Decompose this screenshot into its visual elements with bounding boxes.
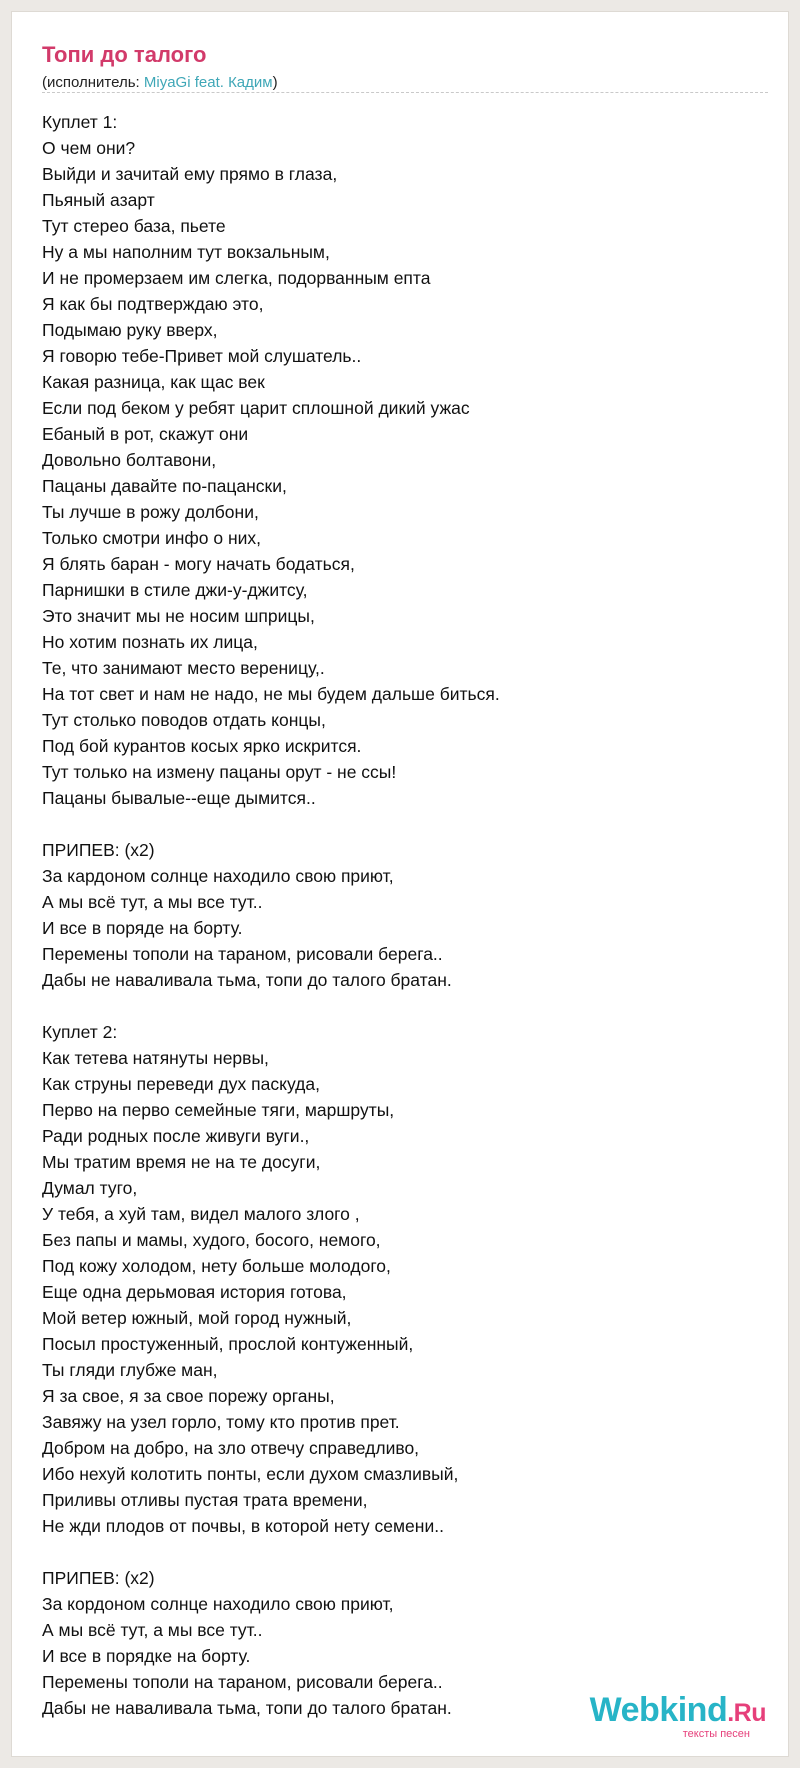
lyric-line: За кордоном солнце находило свою приют, — [42, 1594, 394, 1614]
webkind-logo — [576, 1691, 766, 1743]
lyric-line: Как тетева натянуты нервы, — [42, 1048, 269, 1068]
lyric-line: Еще одна дерьмовая история готова, — [42, 1282, 347, 1302]
lyric-line: Это значит мы не носим шприцы, — [42, 606, 315, 626]
performer-suffix: ) — [272, 74, 278, 91]
lyric-line: Дабы не наваливала тьма, топи до талого братан. — [42, 970, 452, 990]
lyric-line: Добром на добро, на зло отвечу справедливо, — [42, 1438, 420, 1458]
blank-line — [42, 1539, 772, 1565]
lyric-line: Мой ветер южный, мой город нужный, — [42, 1308, 352, 1328]
lyric-line: Ебаный в рот, скажут они — [42, 424, 249, 444]
lyric-line: Перемены тополи на тараном, рисовали берега.. — [42, 1672, 443, 1692]
lyric-line: Довольно болтавони, — [42, 450, 217, 470]
lyric-line: За кардоном солнце находило свою приют, — [42, 866, 394, 886]
lyric-line: Я за свое, я за свое порежу органы, — [42, 1386, 335, 1406]
lyric-line: Перво на перво семейные тяги, маршруты, — [42, 1100, 395, 1120]
lyric-line: Тут столько поводов отдать концы, — [42, 710, 326, 730]
lyric-line: Пацаны давайте по-пацански, — [42, 476, 287, 496]
logo-tagline: тексты песен — [682, 1728, 750, 1740]
song-title: Топи до талого — [42, 42, 207, 67]
lyric-line: Ты гляди глубже ман, — [42, 1360, 218, 1380]
lyric-line: Пьяный азарт — [42, 190, 155, 210]
lyric-line: На тот свет и нам не надо, не мы будем дальше биться. — [42, 684, 500, 704]
lyric-line: Если под беком у ребят царит сплошной дикий ужас — [42, 398, 470, 418]
lyric-line: Дабы не наваливала тьма, топи до талого братан. — [42, 1698, 452, 1718]
lyric-line: А мы всё тут, а мы все тут.. — [42, 892, 263, 912]
lyric-line: Без папы и мамы, худого, босого, немого, — [42, 1230, 381, 1250]
lyric-line: Ну а мы наполним тут вокзальным, — [42, 242, 330, 262]
lyric-line: Ибо нехуй колотить понты, если духом смазливый, — [42, 1464, 459, 1484]
lyric-line: Я блять баран - могу начать бодаться, — [42, 554, 355, 574]
lyric-line: ПРИПЕВ: (x2) — [42, 1568, 155, 1588]
lyric-line: Но хотим познать их лица, — [42, 632, 258, 652]
lyric-line: Ради родных после живуги вуги., — [42, 1126, 310, 1146]
lyrics-text — [42, 109, 772, 1721]
logo-wordmark — [590, 1691, 766, 1732]
lyric-line: И не промерзаем им слегка, подорванным епта — [42, 268, 431, 288]
logo-word: Webkind — [589, 1691, 728, 1729]
performer-line — [42, 74, 278, 91]
blank-line — [42, 993, 772, 1019]
lyric-line: Под кожу холодом, нету больше молодого, — [42, 1256, 391, 1276]
lyrics-page — [11, 11, 789, 1757]
lyric-line: Под бой курантов косых ярко искрится. — [42, 736, 362, 756]
lyric-line: Тут только на измену пацаны орут - не ссы! — [42, 762, 397, 782]
lyric-line: Мы тратим время не на те досуги, — [42, 1152, 321, 1172]
lyric-line: А мы всё тут, а мы все тут.. — [42, 1620, 263, 1640]
lyric-line: О чем они? — [42, 138, 136, 158]
lyric-line: Парнишки в стиле джи-у-джитсу, — [42, 580, 308, 600]
lyric-line: Перемены тополи на тараном, рисовали берега.. — [42, 944, 443, 964]
header-divider — [42, 92, 768, 93]
lyric-line: Выйди и зачитай ему прямо в глаза, — [42, 164, 338, 184]
lyric-line: Приливы отливы пустая трата времени, — [42, 1490, 368, 1510]
blank-line — [42, 811, 772, 837]
lyric-line: Подымаю руку вверх, — [42, 320, 218, 340]
lyric-line: Как струны переведи дух паскуда, — [42, 1074, 320, 1094]
lyric-line: У тебя, а хуй там, видел малого злого , — [42, 1204, 360, 1224]
lyric-line: Куплет 1: — [42, 112, 118, 132]
lyric-line: И все в порядке на борту. — [42, 1646, 251, 1666]
artist-link[interactable]: MiyaGi feat. Кадим — [143, 74, 273, 91]
lyric-line: Куплет 2: — [42, 1022, 118, 1042]
lyric-line: Посыл простуженный, прослой контуженный, — [42, 1334, 414, 1354]
logo-domain: .Ru — [727, 1699, 766, 1727]
lyric-line: И все в поряде на борту. — [42, 918, 243, 938]
lyric-line: Думал туго, — [42, 1178, 138, 1198]
lyric-line: Какая разница, как щас век — [42, 372, 265, 392]
lyric-line: Завяжу на узел горло, тому кто против прет. — [42, 1412, 400, 1432]
lyric-line: Те, что занимают место вереницу,. — [42, 658, 325, 678]
lyric-line: Тут стерео база, пьете — [42, 216, 226, 236]
lyric-line: Я как бы подтверждаю это, — [42, 294, 264, 314]
lyric-line: Я говорю тебе-Привет мой слушатель.. — [42, 346, 362, 366]
lyric-line: Только смотри инфо о них, — [42, 528, 262, 548]
lyric-line: Ты лучше в рожу долбони, — [42, 502, 259, 522]
lyric-line: ПРИПЕВ: (x2) — [42, 840, 155, 860]
lyric-line: Пацаны бывалые--еще дымится.. — [42, 788, 316, 808]
performer-prefix: (исполнитель: — [42, 74, 144, 91]
lyric-line: Не жди плодов от почвы, в которой нету семени.. — [42, 1516, 444, 1536]
